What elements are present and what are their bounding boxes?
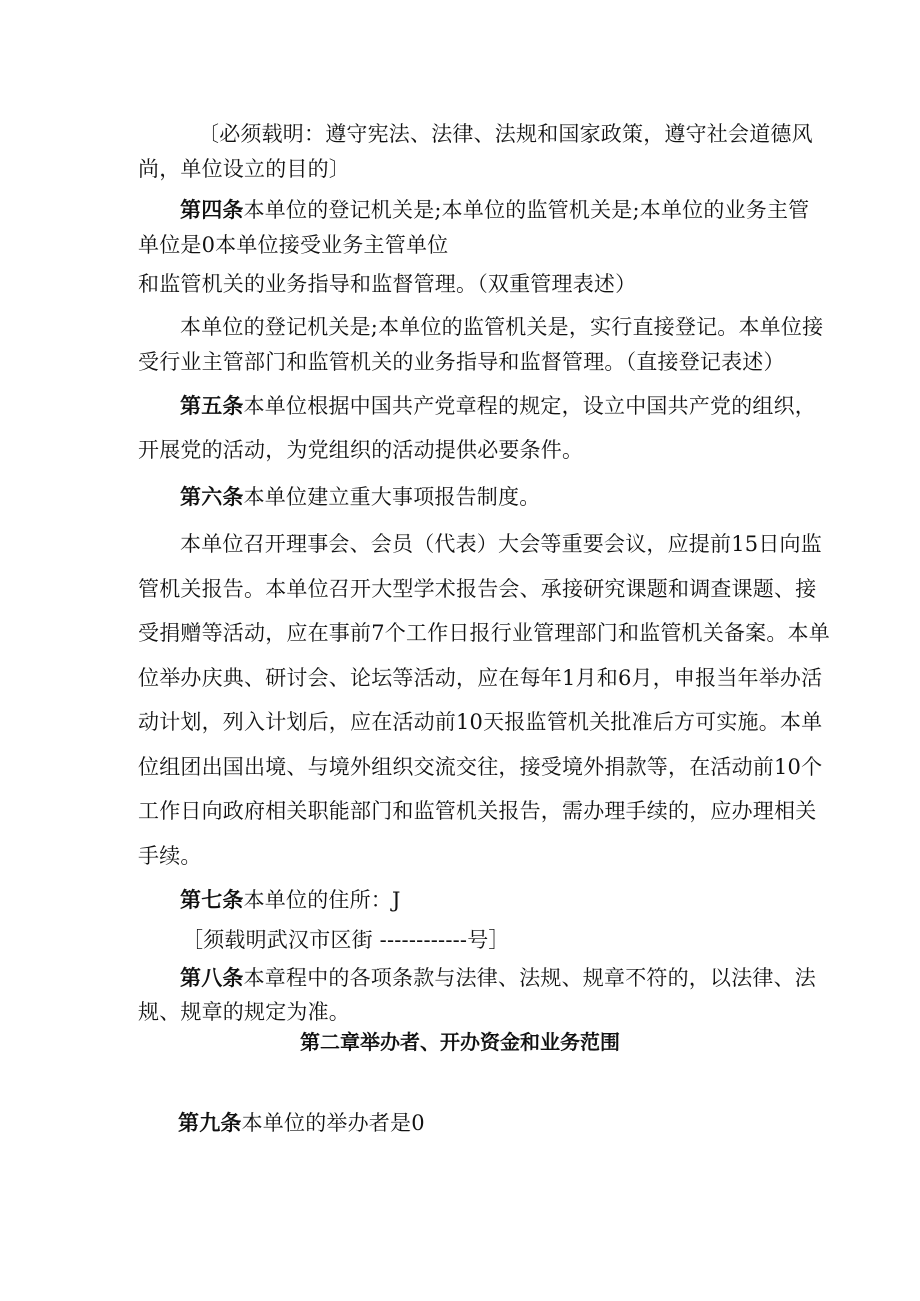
article-9-line: 第九条本单位的举办者是0 [178, 1110, 425, 1135]
reporting-line: 本单位召开理事会、会员（代表）大会等重要会议，应提前15日向监 [180, 532, 822, 556]
chapter-2-heading: 第二章举办者、开办资金和业务范围 [300, 1030, 620, 1054]
reporting-line: 位组团出国出境、与境外组织交流交往，接受境外捐款等，在活动前10个 [138, 755, 823, 779]
article-4-line: 单位是0本单位接受业务主管单位 [138, 233, 449, 257]
reporting-line: 受捐赠等活动，应在事前7个工作日报行业管理部门和监管机关备案。本单 [138, 621, 830, 645]
article-4-line: 第四条本单位的登记机关是;本单位的监管机关是;本单位的业务主管 [180, 197, 810, 222]
article-4-line: 和监管机关的业务指导和监督管理。（双重管理表述） [138, 272, 637, 296]
article-8-label: 第八条 [180, 965, 244, 990]
article-6-line: 第六条本单位建立重大事项报告制度。 [180, 484, 541, 509]
direct-registration-line: 受行业主管部门和监管机关的业务指导和监督管理。（直接登记表述） [138, 350, 785, 374]
reporting-line: 位举办庆典、研讨会、论坛等活动，应在每年1月和6月，申报当年举办活 [138, 666, 823, 690]
reporting-line: 工作日向政府相关职能部门和监管机关报告，需办理手续的，应办理相关 [138, 799, 817, 823]
intro-note-line: 〔必须载明：遵守宪法、法律、法规和国家政策，遵守社会道德风 [198, 122, 813, 146]
article-9-label: 第九条 [178, 1110, 242, 1135]
article-6-label: 第六条 [180, 484, 244, 509]
article-4-label: 第四条 [180, 197, 244, 222]
direct-registration-line: 本单位的登记机关是;本单位的监管机关是，实行直接登记。本单位接 [180, 315, 824, 339]
article-5-line: 开展党的活动，为党组织的活动提供必要条件。 [138, 438, 584, 462]
reporting-line: 管机关报告。本单位召开大型学术报告会、承接研究课题和调查课题、接 [138, 577, 817, 601]
reporting-line: 手续。 [138, 844, 202, 868]
article-8-line: 第八条本章程中的各项条款与法律、法规、规章不符的，以法律、法 [180, 965, 817, 990]
article-7-label: 第七条 [180, 887, 244, 912]
article-5-label: 第五条 [180, 393, 244, 418]
article-8-line: 规、规章的规定为准。 [138, 1000, 350, 1024]
reporting-line: 动计划，列入计划后，应在活动前10天报监管机关批准后方可实施。本单 [138, 710, 823, 734]
article-5-line: 第五条本单位根据中国共产党章程的规定，设立中国共产党的组织， [180, 393, 817, 418]
intro-note-line: 尚，单位设立的目的〕 [138, 157, 350, 181]
article-7-note: ［须载明武汉市区街 ------------号］ [182, 928, 510, 952]
article-7-line: 第七条本单位的住所：J [180, 887, 401, 912]
